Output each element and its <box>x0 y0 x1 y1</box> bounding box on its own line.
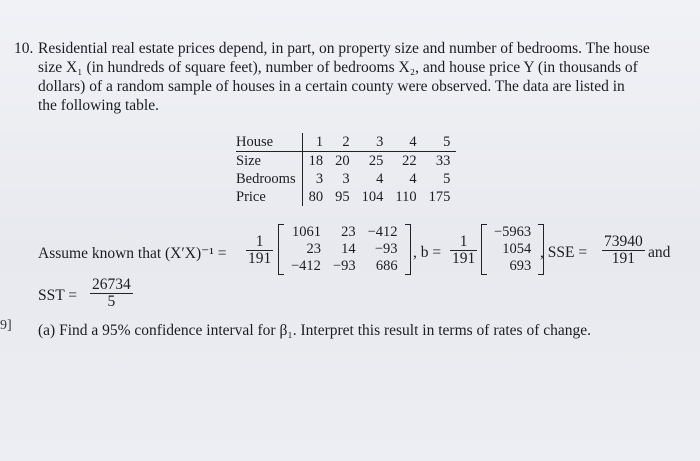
problem-line-2: size X₁ (in hundreds of square feet), number of bedrooms X₂, and house price Y (in thousands of <box>38 59 638 76</box>
matrix-cell: −412 <box>291 258 321 274</box>
b-label: , b = <box>413 244 442 261</box>
fraction-numerator: 73940 <box>604 233 643 250</box>
matrix-cell: 686 <box>375 258 398 274</box>
sst-fraction <box>90 276 133 310</box>
table-row <box>236 188 456 206</box>
matrix-row <box>285 224 404 241</box>
matrix-cell: 1061 <box>291 224 321 240</box>
table-cell: 1 <box>302 133 329 152</box>
fraction-numerator: 1 <box>459 233 468 250</box>
assume-prefix: Assume known that (X′X)⁻¹ = <box>38 245 227 262</box>
table-cell: 4 <box>389 133 422 152</box>
table-cell: 5 <box>423 133 457 152</box>
part-a-question: (a) Find a 95% confidence interval for β₁. Interpret this result in terms of rates of change. <box>38 322 592 339</box>
table-row <box>236 170 456 188</box>
inverse-matrix <box>278 224 411 280</box>
matrix-cell: 693 <box>509 258 532 274</box>
problem-number: 10. <box>14 40 34 57</box>
table-cell: 18 <box>308 153 324 169</box>
matrix-row <box>285 241 404 258</box>
sst-label: SST = <box>38 287 78 304</box>
row-label: Price <box>236 188 302 206</box>
row-label: Bedrooms <box>236 170 302 188</box>
table-cell: 4 <box>409 171 417 187</box>
table-cell: 3 <box>315 171 324 187</box>
matrix-row <box>488 241 537 258</box>
matrix-cell: 23 <box>306 241 321 257</box>
fraction-numerator: 26734 <box>92 276 131 293</box>
row-label: Size <box>236 152 302 171</box>
fraction-denominator: 5 <box>107 293 116 310</box>
problem-line-1: Residential real estate prices depend, in part, on property size and number of bedrooms. The house <box>38 40 650 57</box>
table-cell: 25 <box>368 153 384 169</box>
table-cell: 104 <box>361 189 384 205</box>
data-table <box>236 133 456 206</box>
table-cell: 80 <box>308 189 324 205</box>
table-cell: 2 <box>329 133 356 152</box>
matrix-row <box>488 258 537 275</box>
table-cell: 3 <box>356 133 390 152</box>
problem-line-4: the following table. <box>38 97 159 114</box>
table-row <box>236 152 456 171</box>
matrix-cell: 23 <box>341 224 356 240</box>
inverse-fraction <box>246 233 273 267</box>
row-label: House <box>236 133 302 152</box>
matrix-row <box>488 224 537 241</box>
matrix-cell: 1054 <box>502 241 532 257</box>
sse-label: , SSE = <box>540 244 588 261</box>
table-cell: 175 <box>428 189 451 205</box>
fraction-denominator: 191 <box>611 250 635 267</box>
b-vector <box>481 224 544 280</box>
margin-mark: 9] <box>0 318 12 333</box>
sse-fraction <box>602 233 645 267</box>
table-cell: 5 <box>443 171 451 187</box>
table-cell: 22 <box>402 153 417 169</box>
problem-line-3: dollars) of a random sample of houses in a certain county were observed. The data are listed in <box>38 78 625 95</box>
fraction-denominator: 191 <box>248 250 272 267</box>
matrix-cell: −93 <box>374 241 398 257</box>
and-text: and <box>648 244 671 261</box>
table-cell: 110 <box>395 189 417 205</box>
table-cell: 3 <box>342 171 350 187</box>
table-cell: 4 <box>376 171 384 187</box>
b-fraction <box>450 233 477 267</box>
fraction-denominator: 191 <box>452 250 476 267</box>
matrix-cell: −5963 <box>494 224 532 240</box>
table-cell: 33 <box>435 153 451 169</box>
matrix-cell: −412 <box>367 224 398 240</box>
table-row <box>236 133 456 152</box>
matrix-row <box>285 258 404 275</box>
matrix-cell: −93 <box>332 258 356 274</box>
table-cell: 20 <box>335 153 350 169</box>
table-cell: 95 <box>335 189 350 205</box>
fraction-numerator: 1 <box>255 233 264 250</box>
matrix-cell: 14 <box>341 241 356 257</box>
